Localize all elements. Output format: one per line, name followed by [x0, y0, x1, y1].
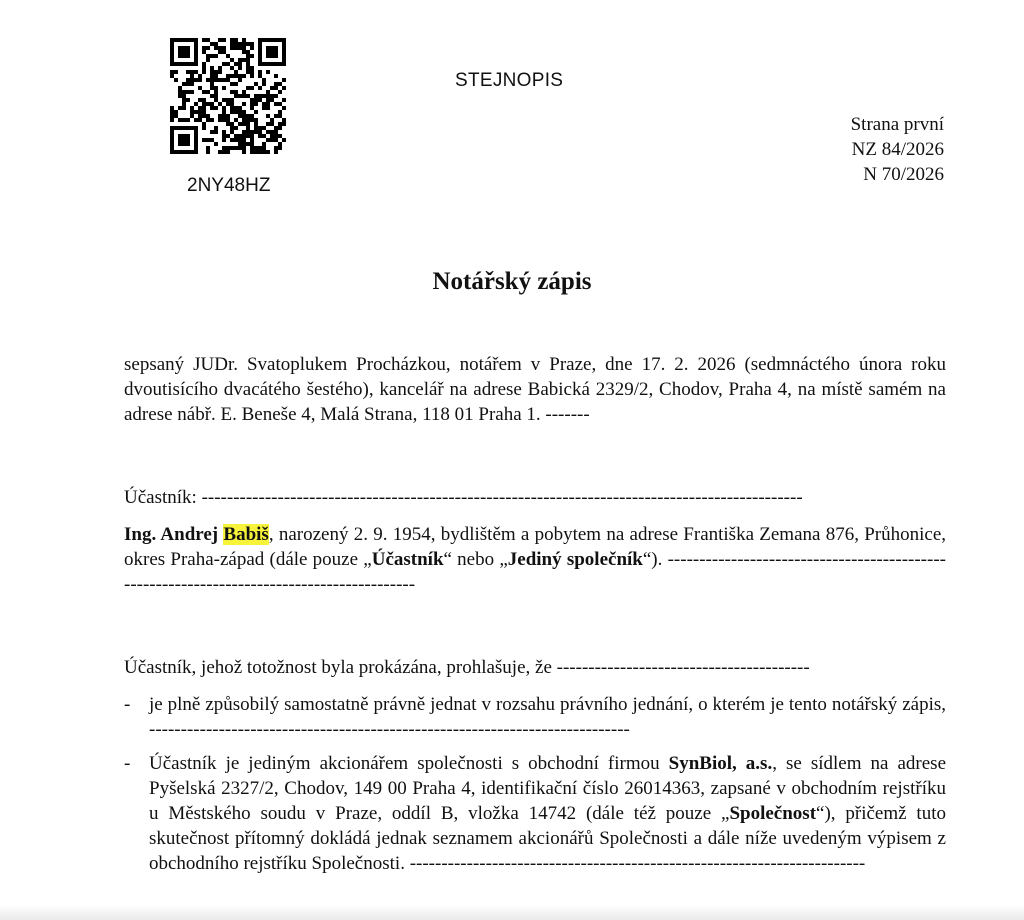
alias-company: Společnost — [729, 803, 817, 824]
item2-after: “), přičemž tuto skutečnost přítomný dokládá jednak seznamem akcionářů Společnosti a dále níže uvedeným výpisem z obchodního rejstříku Společnosti. ------------------------------------------------------------------------ — [149, 803, 946, 874]
declaration-item-shareholder — [149, 753, 946, 874]
alias-participant: Účastník — [371, 549, 444, 570]
participant-heading: Účastník: ----------------------------------------------------------------------------------------------- — [124, 487, 803, 508]
register-n: N 70/2026 — [863, 164, 944, 185]
register-nz: NZ 84/2026 — [851, 139, 944, 160]
alias-sole-partner: Jediný společník — [507, 549, 643, 570]
item2-before: Účastník je jediným akcionářem společnosti s obchodní firmou — [149, 753, 669, 774]
bullet-dash: - — [124, 694, 131, 715]
alias-between: “ nebo „ — [443, 549, 508, 570]
item2-middle: , se sídlem na adrese Pyšelská 2327/2, Chodov, 149 00 Praha 4, identifikační číslo 26014363, zapsané v obchodním rejstříku u Městského soudu v Praze, oddíl B, vložka 14742 (dále též pouze „ — [149, 753, 946, 824]
copy-label: STEJNOPIS — [455, 70, 564, 91]
page-label: Strana první — [850, 114, 944, 135]
qr-code-icon — [170, 38, 286, 154]
declaration-intro: Účastník, jehož totožnost byla prokázána, prohlašuje, že ---------------------------------------- — [124, 657, 810, 678]
participant-name-prefix: Ing. Andrej — [124, 524, 219, 545]
alias-end: “). ------------------------------------------------------------------------------------------ — [124, 549, 946, 595]
company-name: SynBiol, a.s. — [668, 753, 773, 774]
document-title: Notářský zápis — [432, 268, 592, 295]
declaration-list — [124, 692, 946, 885]
participant-name-highlight: Babiš — [223, 524, 269, 545]
qr-code-text: 2NY48HZ — [187, 175, 271, 196]
bullet-dash: - — [124, 753, 131, 774]
declaration-item-capacity: je plně způsobilý samostatně právně jednat v rozsahu právního jednání, o kterém je tento notářský zápis, ---------------------------------------------------------------------------- — [149, 694, 946, 740]
list-item — [124, 751, 946, 876]
participant-paragraph — [124, 522, 946, 597]
intro-paragraph: sepsaný JUDr. Svatoplukem Procházkou, notářem v Praze, dne 17. 2. 2026 (sedmnáctého února roku dvoutisícího dvacátého šestého), kancelář na adrese Babická 2329/2, Chodov, Praha 4, na místě samém na adrese nábř. E. Beneše 4, Malá Strana, 118 01 Praha 1. ------- — [124, 354, 946, 425]
list-item — [124, 692, 946, 742]
page-info — [851, 112, 944, 187]
participant-details: , narozený 2. 9. 1954, bydlištěm a pobytem na adrese Františka Zemana 876, Průhonice, okres Praha-západ (dále pouze „ — [124, 524, 946, 570]
page-bottom-shadow — [0, 905, 1024, 920]
